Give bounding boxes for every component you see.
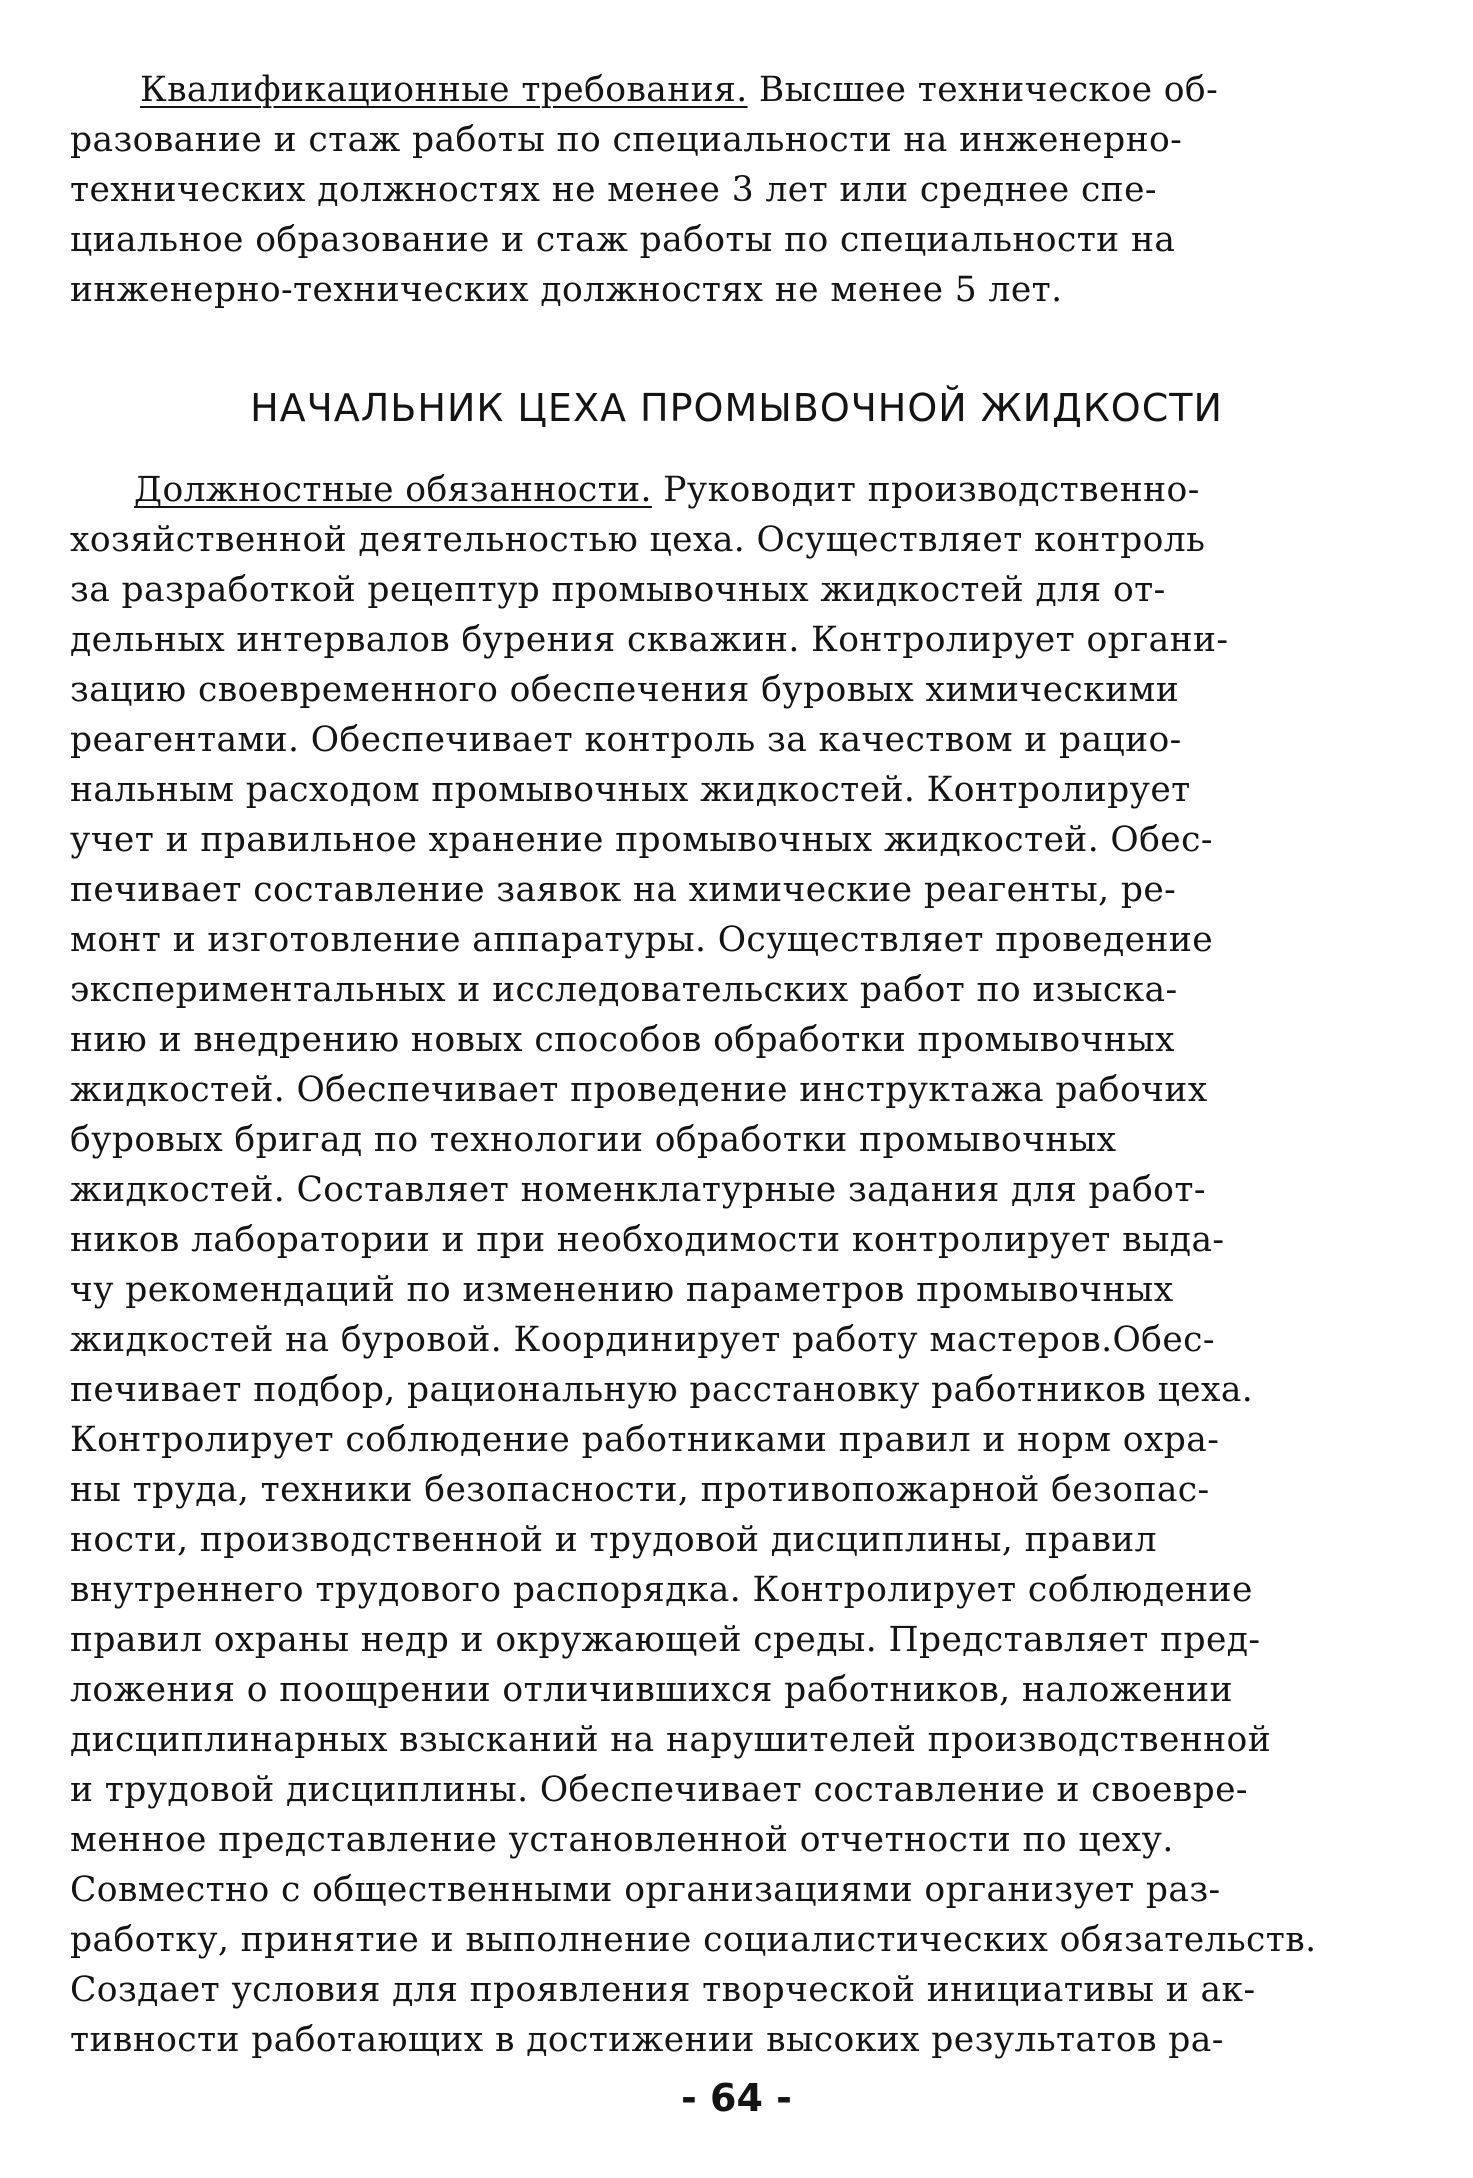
duties-line: ложения о поощрении отличившихся работников, наложении <box>70 1670 1233 1710</box>
duties-line: чу рекомендаций по изменению параметров промывочных <box>70 1270 1174 1310</box>
qualification-label: Квалификационные требования. <box>140 70 748 110</box>
duties-line: Совместно с общественными организациями организует раз- <box>70 1870 1221 1910</box>
duties-line: жидкостей. Составляет номенклатурные задания для работ- <box>70 1170 1206 1210</box>
duties-line: ны труда, техники безопасности, противопожарной безопас- <box>70 1470 1210 1510</box>
intro-line: технических должностях не менее 3 лет или среднее спе- <box>70 170 1157 210</box>
duties-line: менное представление установленной отчетности по цеху. <box>70 1820 1174 1860</box>
page-number: - 64 - <box>681 2076 792 2120</box>
duties-line: жидкостей на буровой. Координирует работу мастеров.Обес- <box>70 1320 1215 1360</box>
duties-line: Контролирует соблюдение работниками правил и норм охра- <box>70 1420 1220 1460</box>
duties-line: работку, принятие и выполнение социалистических обязательств. <box>70 1920 1317 1960</box>
duties-line: печивает подбор, рациональную расстановку работников цеха. <box>70 1370 1254 1410</box>
duties-first-line <box>134 466 1200 514</box>
duties-line: и трудовой дисциплины. Обеспечивает составление и своевре- <box>70 1770 1248 1810</box>
duties-line: внутреннего трудового распорядка. Контролирует соблюдение <box>70 1570 1253 1610</box>
intro-first-line <box>140 66 1218 114</box>
duties-line: правил охраны недр и окружающей среды. Представляет пред- <box>70 1620 1261 1660</box>
duties-line: нию и внедрению новых способов обработки промывочных <box>70 1020 1175 1060</box>
duties-first-line-text: Руководит производственно- <box>651 470 1200 510</box>
duties-line: печивает составление заявок на химические реагенты, ре- <box>70 870 1177 910</box>
section-heading: НАЧАЛЬНИК ЦЕХА ПРОМЫВОЧНОЙ ЖИДКОСТИ <box>250 386 1223 430</box>
duties-line: хозяйственной деятельностью цеха. Осуществляет контроль <box>70 520 1206 560</box>
duties-line: ников лаборатории и при необходимости контролирует выда- <box>70 1220 1225 1260</box>
duties-line: дельных интервалов бурения скважин. Контролирует органи- <box>70 620 1229 660</box>
intro-line: циальное образование и стаж работы по специальности на <box>70 220 1176 260</box>
duties-line: тивности работающих в достижении высоких результатов ра- <box>70 2020 1224 2060</box>
duties-line: буровых бригад по технологии обработки промывочных <box>70 1120 1117 1160</box>
duties-line: жидкостей. Обеспечивает проведение инструктажа рабочих <box>70 1070 1208 1110</box>
duties-line: ности, производственной и трудовой дисциплины, правил <box>70 1520 1157 1560</box>
duties-line: нальным расходом промывочных жидкостей. Контролирует <box>70 770 1191 810</box>
intro-line: инженерно-технических должностях не менее 5 лет. <box>70 270 1063 310</box>
duties-line: реагентами. Обеспечивает контроль за качеством и рацио- <box>70 720 1182 760</box>
intro-line: разование и стаж работы по специальности на инженерно- <box>70 120 1183 160</box>
duties-line: зацию своевременного обеспечения буровых химическими <box>70 670 1180 710</box>
duties-line: Создает условия для проявления творческой инициативы и ак- <box>70 1970 1256 2010</box>
intro-first-line-text: Высшее техническое об- <box>747 70 1219 110</box>
duties-line: монт и изготовление аппаратуры. Осуществляет проведение <box>70 920 1214 960</box>
duties-label: Должностные обязанности. <box>134 470 652 510</box>
duties-line: за разработкой рецептур промывочных жидкостей для от- <box>70 570 1166 610</box>
duties-line: экспериментальных и исследовательских работ по изыска- <box>70 970 1178 1010</box>
duties-line: учет и правильное хранение промывочных жидкостей. Обес- <box>70 820 1213 860</box>
duties-line: дисциплинарных взысканий на нарушителей производственной <box>70 1720 1272 1760</box>
